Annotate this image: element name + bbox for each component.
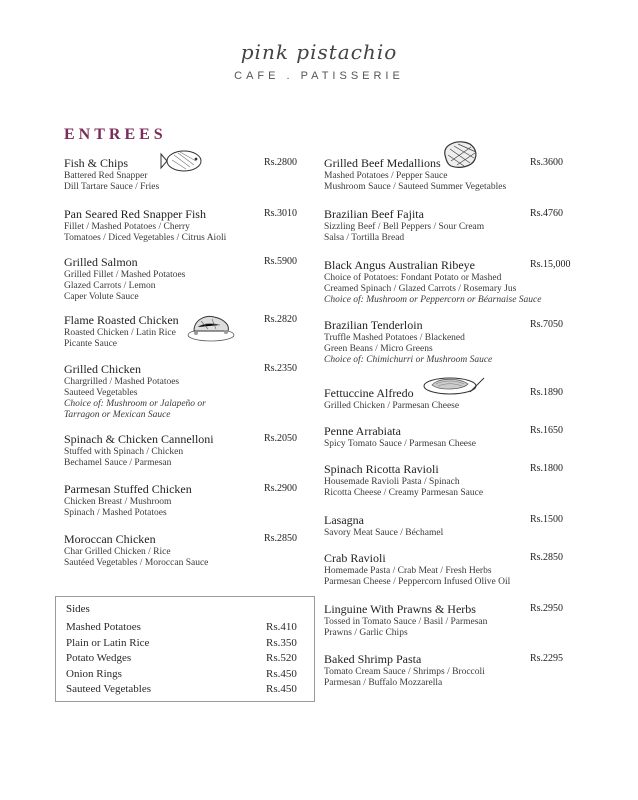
side-item-sauteed-vegetables (66, 683, 306, 695)
menu-item-name: Grilled Salmon (64, 255, 138, 269)
menu-item-price: Rs.3010 (264, 208, 298, 219)
menu-item-name: Fettuccine Alfredo (324, 386, 414, 400)
menu-item-description: Mashed Potatoes / Pepper Sauce (324, 171, 448, 181)
sides-box (55, 596, 315, 702)
menu-item-price: Rs.2850 (530, 552, 564, 563)
menu-item-price: Rs.2050 (264, 433, 298, 444)
menu-item-grilled-salmon (64, 255, 298, 303)
menu-item-description: Chargrilled / Mashed Potatoes (64, 377, 180, 387)
menu-item-linguine-with-prawns-herbs (324, 602, 572, 639)
menu-item-name: Brazilian Tenderloin (324, 318, 423, 332)
menu-item-brazilian-tenderloin (324, 318, 572, 366)
menu-item-name: Flame Roasted Chicken (64, 313, 179, 327)
side-item-name: Plain or Latin Rice (66, 636, 150, 649)
menu-item-price: Rs.7050 (530, 319, 564, 330)
section-title: ENTREES (64, 126, 167, 143)
menu-item-name: Lasagna (324, 513, 364, 527)
menu-item-name: Black Angus Australian Ribeye (324, 258, 475, 272)
menu-item-description: Mushroom Sauce / Sauteed Summer Vegetables (324, 182, 507, 192)
menu-item-name: Grilled Beef Medallions (324, 156, 441, 170)
menu-item-sauce-choice: Tarragon or Mexican Sauce (64, 410, 171, 420)
menu-item-price: Rs.1650 (530, 425, 564, 436)
menu-item-parmesan-stuffed-chicken (64, 482, 298, 519)
side-item-plain-or-latin-rice (66, 637, 306, 649)
menu-item-sauce-choice: Choice of: Chimichurri or Mushroom Sauce (324, 355, 493, 365)
menu-item-name: Moroccan Chicken (64, 532, 156, 546)
logo-script: pink pistachio (240, 40, 398, 64)
menu-item-description: Dill Tartare Sauce / Fries (64, 182, 160, 192)
menu-item-pan-seared-red-snapper-fish (64, 207, 298, 244)
side-item-price: Rs.520 (266, 652, 297, 664)
menu-item-description: Char Grilled Chicken / Rice (64, 547, 171, 557)
menu-item-description: Picante Sauce (64, 339, 118, 349)
menu-item-description: Chicken Breast / Mushroom (64, 497, 172, 507)
menu-item-description: Green Beans / Micro Greens (324, 344, 433, 354)
menu-item-flame-roasted-chicken (64, 313, 298, 350)
menu-item-description: Choice of Potatoes: Fondant Potato or Mashed (324, 273, 502, 283)
menu-item-price: Rs.2850 (264, 533, 298, 544)
side-item-name: Potato Wedges (66, 652, 132, 664)
side-item-mashed-potatoes (66, 621, 306, 633)
menu-item-description: Prawns / Garlic Chips (324, 628, 408, 638)
menu-item-description: Stuffed with Spinach / Chicken (64, 447, 184, 457)
menu-item-price: Rs.2950 (530, 603, 564, 614)
menu-item-price: Rs.4760 (530, 208, 564, 219)
menu-item-description: Battered Red Snapper (64, 171, 148, 181)
logo-subtitle: CAFE . PATISSERIE (234, 70, 404, 82)
menu-item-price: Rs.2295 (530, 653, 564, 664)
menu-item-name: Spinach & Chicken Cannelloni (64, 432, 214, 446)
menu-item-description: Housemade Ravioli Pasta / Spinach (324, 477, 460, 487)
logo (0, 40, 638, 64)
menu-item-price: Rs.1890 (530, 387, 564, 398)
menu-item-price: Rs.2820 (264, 314, 298, 325)
side-item-price: Rs.410 (266, 621, 297, 633)
menu-item-grilled-chicken (64, 362, 298, 421)
menu-item-name: Pan Seared Red Snapper Fish (64, 207, 206, 221)
menu-item-brazilian-beef-fajita (324, 207, 572, 244)
menu-item-description: Salsa / Tortilla Bread (324, 233, 405, 243)
menu-item-name: Fish & Chips (64, 156, 129, 170)
menu-item-price: Rs.3600 (530, 157, 564, 168)
menu-item-moroccan-chicken (64, 532, 298, 569)
menu-item-description: Tomatoes / Diced Vegetables / Citrus Aioli (64, 233, 227, 243)
menu-item-price: Rs.5900 (264, 256, 298, 267)
menu-item-description: Truffle Mashed Potatoes / Blackened (324, 333, 465, 343)
menu-item-name: Penne Arrabiata (324, 424, 401, 438)
side-item-potato-wedges (66, 652, 306, 664)
pasta-plate-icon (422, 372, 486, 398)
menu-item-description: Grilled Chicken / Parmesan Cheese (324, 401, 460, 411)
menu-item-penne-arrabiata (324, 424, 572, 450)
menu-item-name: Baked Shrimp Pasta (324, 652, 422, 666)
fish-icon (160, 146, 208, 176)
side-item-price: Rs.450 (266, 683, 297, 695)
menu-item-description: Grilled Fillet / Mashed Potatoes (64, 270, 186, 280)
side-item-name: Sauteed Vegetables (66, 683, 152, 695)
menu-item-sauce-choice: Choice of: Mushroom or Peppercorn or Béarnaise Sauce (324, 295, 542, 305)
steak-icon (441, 139, 479, 171)
menu-item-description: Glazed Carrots / Lemon (64, 281, 156, 291)
menu-item-price: Rs.1500 (530, 514, 564, 525)
side-item-name: Mashed Potatoes (66, 621, 141, 633)
menu-item-price: Rs.2800 (264, 157, 298, 168)
menu-item-description: Spinach / Mashed Potatoes (64, 508, 167, 518)
menu-item-crab-ravioli (324, 551, 572, 588)
menu-item-description: Savory Meat Sauce / Béchamel (324, 528, 444, 538)
menu-item-lasagna (324, 513, 572, 539)
menu-item-price: Rs.2900 (264, 483, 298, 494)
menu-item-description: Fillet / Mashed Potatoes / Cherry (64, 222, 190, 232)
menu-item-black-angus-australian-ribeye (324, 258, 572, 306)
sides-title: Sides (66, 603, 90, 615)
menu-item-name: Linguine With Prawns & Herbs (324, 602, 476, 616)
menu-item-spinach-chicken-cannelloni (64, 432, 298, 469)
menu-item-description: Roasted Chicken / Latin Rice (64, 328, 176, 338)
menu-item-description: Sauteed Vegetables (64, 388, 138, 398)
menu-item-description: Bechamel Sauce / Parmesan (64, 458, 172, 468)
menu-item-sauce-choice: Choice of: Mushroom or Jalapeño or (64, 399, 206, 409)
menu-item-name: Spinach Ricotta Ravioli (324, 462, 439, 476)
menu-item-description: Tomato Cream Sauce / Shrimps / Broccoli (324, 667, 485, 677)
side-item-price: Rs.350 (266, 636, 297, 649)
menu-item-price: Rs.15,000 (530, 259, 571, 270)
roast-chicken-icon (186, 309, 236, 343)
menu-item-description: Parmesan / Buffalo Mozzarella (324, 678, 443, 688)
menu-item-price: Rs.1800 (530, 463, 564, 474)
menu-item-name: Grilled Chicken (64, 362, 141, 376)
menu-item-description: Creamed Spinach / Glazed Carrots / Rosemary Jus (324, 284, 517, 294)
side-item-onion-rings (66, 668, 306, 680)
menu-item-description: Tossed in Tomato Sauce / Basil / Parmesan (324, 617, 488, 627)
menu-item-description: Spicy Tomato Sauce / Parmesan Cheese (324, 439, 476, 449)
menu-item-name: Crab Ravioli (324, 551, 386, 565)
side-item-price: Rs.450 (266, 667, 297, 680)
menu-item-description: Caper Volute Sauce (64, 292, 139, 302)
menu-item-name: Parmesan Stuffed Chicken (64, 482, 192, 496)
menu-item-description: Homemade Pasta / Crab Meat / Fresh Herbs (324, 566, 492, 576)
menu-item-spinach-ricotta-ravioli (324, 462, 572, 499)
menu-item-description: Sizzling Beef / Bell Peppers / Sour Cream (324, 222, 485, 232)
menu-item-description: Ricotta Cheese / Creamy Parmesan Sauce (324, 488, 484, 498)
menu-item-baked-shrimp-pasta (324, 652, 572, 689)
menu-item-name: Brazilian Beef Fajita (324, 207, 424, 221)
menu-item-description: Sautéed Vegetables / Moroccan Sauce (64, 558, 209, 568)
menu-item-price: Rs.2350 (264, 363, 298, 374)
side-item-name: Onion Rings (66, 667, 122, 680)
menu-item-description: Parmesan Cheese / Peppercorn Infused Olive Oil (324, 577, 511, 587)
